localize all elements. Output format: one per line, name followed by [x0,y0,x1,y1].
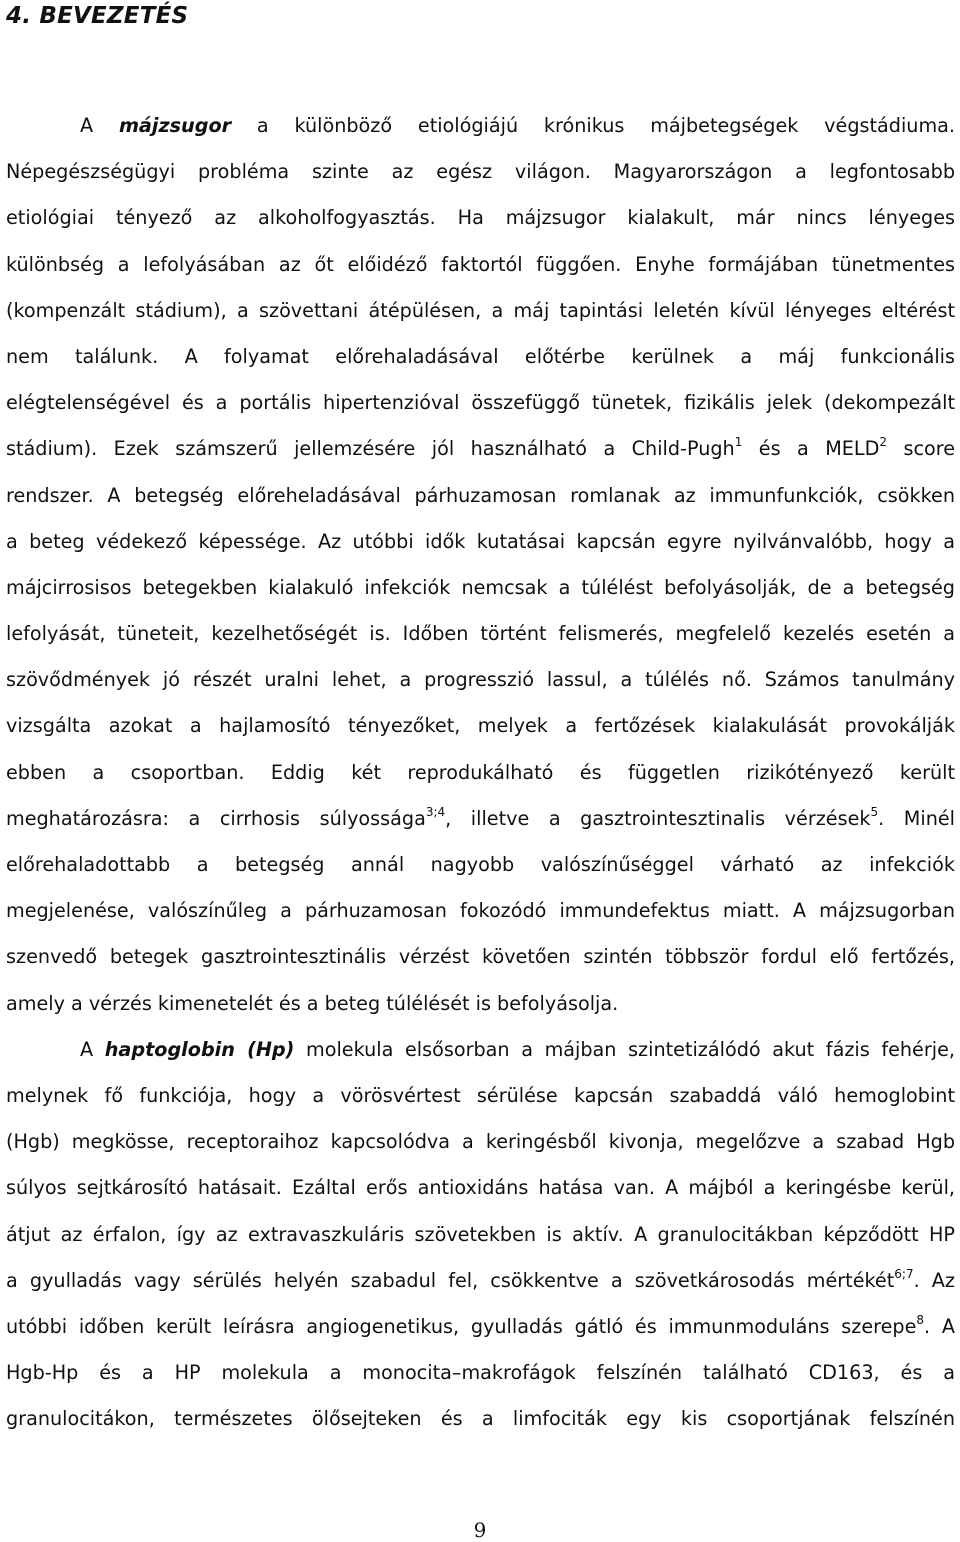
text-line [6,1027,955,1073]
text-segment: a különböző etiológiájú krónikus májbetegségek végstádiuma. [231,114,955,137]
text-segment: nem találunk. A folyamat előrehaladásával előtérbe kerülnek a máj funkcionális [6,344,955,368]
reference-superscript: 1 [734,435,743,450]
text-line [6,149,955,195]
text-segment: Népegészségügyi probléma szinte az egész világon. Magyarországon a legfontosabb [6,160,955,184]
text-segment: Hgb-Hp és a HP molekula a monocita–makrofágok felszínén található CD163, és a [6,1361,955,1385]
text-line [6,380,955,426]
text-segment: A [80,1037,105,1061]
text-line [6,842,955,888]
text-segment: vizsgálta azokat a hajlamosító tényezőket, melyek a fertőzések kialakulását provokálják [6,714,955,738]
text-segment: meghatározásra: a cirrhosis súlyossága [6,806,426,830]
text-line [6,334,955,380]
text-segment: , illetve a gasztrointesztinalis vérzések [445,806,871,830]
text-segment: súlyos sejtkárosító hatásait. Ezáltal erős antioxidáns hatása van. A májból a keringésbe kerül, [6,1176,955,1200]
text-line [6,981,955,1027]
text-line [6,657,955,703]
text-line [6,242,955,288]
section-heading: 4. BEVEZETÉS [6,3,189,29]
page-number: 9 [473,1518,487,1542]
text-segment: és a MELD [742,437,880,461]
paragraph [6,1027,955,1443]
text-segment: szövődmények jó részét uralni lehet, a progresszió lassul, a túlélés nő. Számos tanulmány [6,668,955,692]
text-line [6,1258,955,1304]
text-line [6,195,955,241]
text-segment: amely a vérzés kimenetelét és a beteg túlélését is befolyásolja. [6,991,619,1015]
text-segment: (kompenzált stádium), a szövettani átépülésen, a máj tapintási leletén kívül lényeges eltérést [6,298,955,322]
text-line [6,519,955,565]
reference-superscript: 8 [916,1312,925,1327]
text-segment: stádium). Ezek számszerű jellemzésére jól használható a Child-Pugh [6,437,735,461]
reference-superscript: 2 [879,435,888,450]
text-line [6,473,955,519]
text-segment: . Minél [878,806,955,830]
text-segment: szenvedő betegek gasztrointesztinális vérzést követően szintén többször fordul elő fertőzés, [6,945,955,969]
text-segment: előrehaladottabb a betegség annál nagyobb valószínűséggel várható az infekciók [6,853,955,876]
text-segment: a beteg védekező képessége. Az utóbbi idők kutatásai kapcsán egyre nyilvánvalóbb, hogy a [6,529,955,553]
text-segment: etiológiai tényező az alkoholfogyasztás. Ha májzsugor kialakult, már nincs lényeges [6,206,955,230]
text-line [6,426,955,472]
text-segment: score [887,437,955,461]
text-segment: granulocitákon, természetes ölősejteken és a limfociták egy kis csoportjának felszínén [6,1407,955,1431]
text-segment: ebben a csoportban. Eddig két reprodukálható és független rizikótényező került [6,760,955,784]
text-segment: átjut az érfalon, így az extravaszkuláris szövetekben is aktív. A granulocitákban képződött HP [6,1222,955,1246]
text-segment: rendszer. A betegség előreheladásával párhuzamosan romlanak az immunfunkciók, csökken [6,483,955,507]
text-segment: utóbbi időben került leírásra angiogenetikus, gyulladás gátló és immunmoduláns szerepe [6,1314,917,1338]
reference-superscript: 3;4 [425,804,446,819]
reference-superscript: 5 [870,804,879,819]
text-segment: . A [924,1314,955,1338]
body-text [6,103,955,1442]
paragraph [6,103,955,1027]
text-segment: (Hgb) megkösse, receptoraihoz kapcsolódva a keringésből kivonja, megelőzve a szabad Hgb [6,1130,955,1154]
reference-superscript: 6;7 [894,1266,914,1281]
key-term: haptoglobin (Hp) [104,1037,295,1061]
text-segment: A [80,114,119,137]
text-line [6,934,955,980]
text-segment: megjelenése, valószínűleg a párhuzamosan fokozódó immundefektus miatt. A májzsugorban [6,899,955,923]
text-line [6,1304,955,1350]
text-line [6,888,955,934]
text-segment: . Az [913,1268,955,1292]
text-segment: elégtelenségével és a portális hipertenzióval összefüggő tünetek, fizikális jelek (dekompezált [6,391,955,415]
text-line [6,1073,955,1119]
text-segment: májcirrosisos betegekben kialakuló infekciók nemcsak a túlélést befolyásolják, de a betegség [6,575,955,599]
text-segment: molekula elsősorban a májban szintetizálódó akut fázis fehérje, [294,1037,955,1061]
text-line [6,1396,955,1442]
text-line [6,1165,955,1211]
key-term: májzsugor [118,114,232,137]
text-segment: a gyulladás vagy sérülés helyén szabadul fel, csökkentve a szövetkárosodás mértékét [6,1268,895,1292]
text-line [6,750,955,796]
text-segment: melynek fő funkciója, hogy a vörösvértest sérülése kapcsán szabaddá váló hemoglobint [6,1083,955,1107]
text-line [6,703,955,749]
text-line [6,565,955,611]
text-line [6,611,955,657]
text-line [6,1350,955,1396]
text-segment: lefolyását, tüneteit, kezelhetőségét is. Időben történt felismerés, megfelelő kezelés esetén a [6,622,955,646]
text-line [6,1212,955,1258]
text-segment: különbség a lefolyásában az őt előidéző faktortól függően. Enyhe formájában tünetmentes [6,252,955,276]
text-line [6,1119,955,1165]
text-line [6,103,955,149]
text-line [6,796,955,842]
text-line [6,288,955,334]
